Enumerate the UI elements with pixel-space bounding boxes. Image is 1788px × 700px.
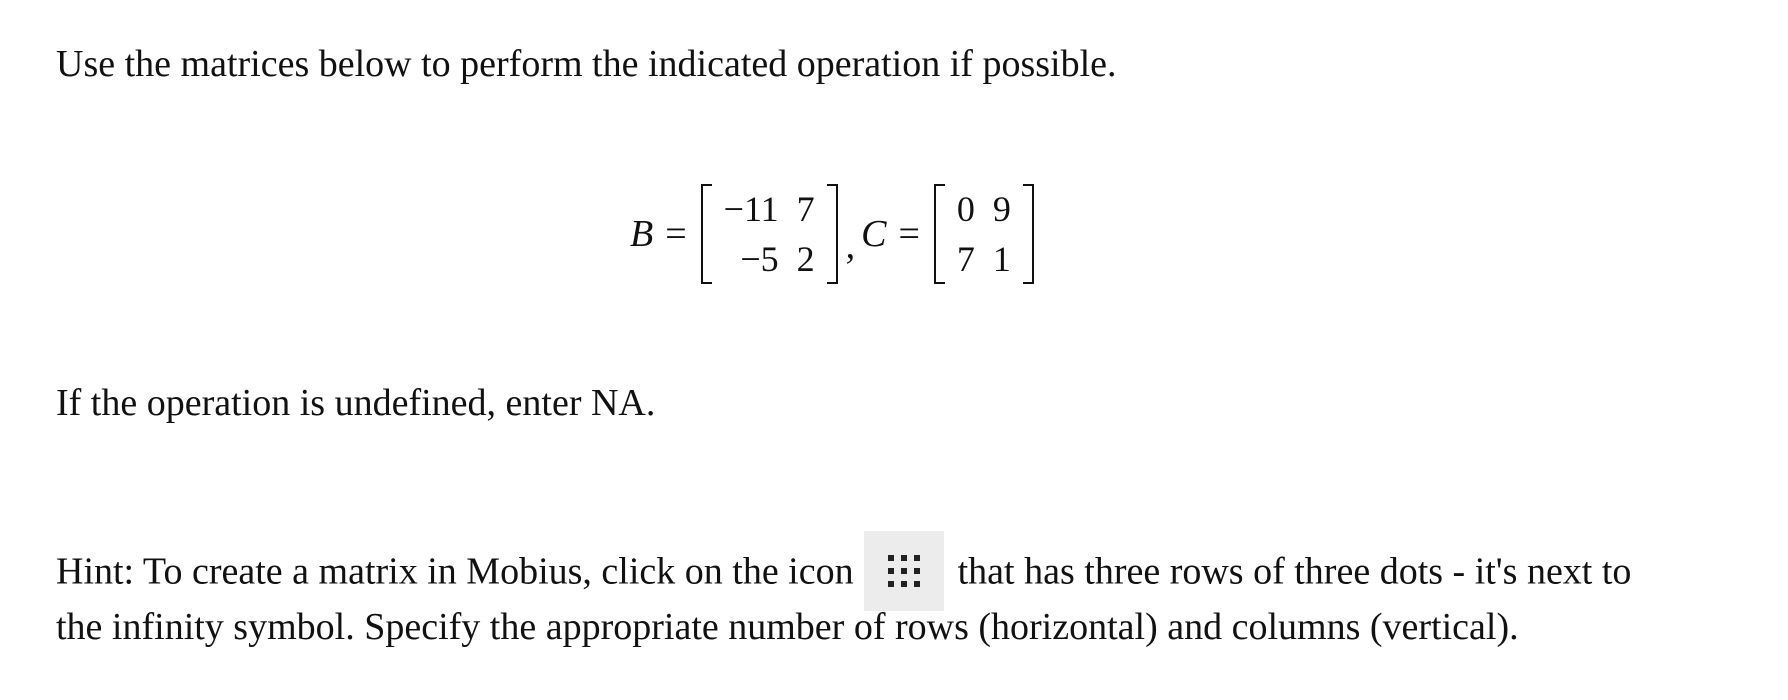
hint-text-after: that has three rows of three dots - it's next to [957,550,1632,593]
matrix-c [934,180,1034,288]
matrix-definitions [630,174,1034,294]
instruction-text: Use the matrices below to perform the indicated operation if possible. [56,43,1117,85]
matrix-c-cell: 7 [956,239,975,279]
matrix-b-label: B [630,213,654,255]
left-bracket [701,184,712,284]
separator-comma: , [845,225,856,267]
matrix-b [701,180,838,288]
equals-sign: = [665,213,687,255]
undefined-instruction: If the operation is undefined, enter NA. [56,382,656,424]
matrix-c-cell: 0 [956,189,975,229]
matrix-c-cell: 1 [992,239,1011,279]
hint-line-1 [56,535,1631,615]
matrix-dots-icon [886,553,922,589]
left-bracket [934,184,945,284]
matrix-b-cell: −5 [740,239,779,279]
matrix-b-cell: −11 [723,189,779,229]
matrix-icon [864,531,944,611]
right-bracket [827,184,838,284]
matrix-c-cell: 9 [992,189,1011,229]
hint-text-before: Hint: To create a matrix in Mobius, click on the icon [56,550,854,593]
matrix-c-label: C [861,213,887,255]
matrix-b-cell: 7 [796,189,815,229]
right-bracket [1023,184,1034,284]
matrix-b-cell: 2 [796,239,815,279]
hint-line-2: the infinity symbol. Specify the appropriate number of rows (horizontal) and columns (vertical). [56,606,1519,648]
equals-sign: = [898,213,920,255]
